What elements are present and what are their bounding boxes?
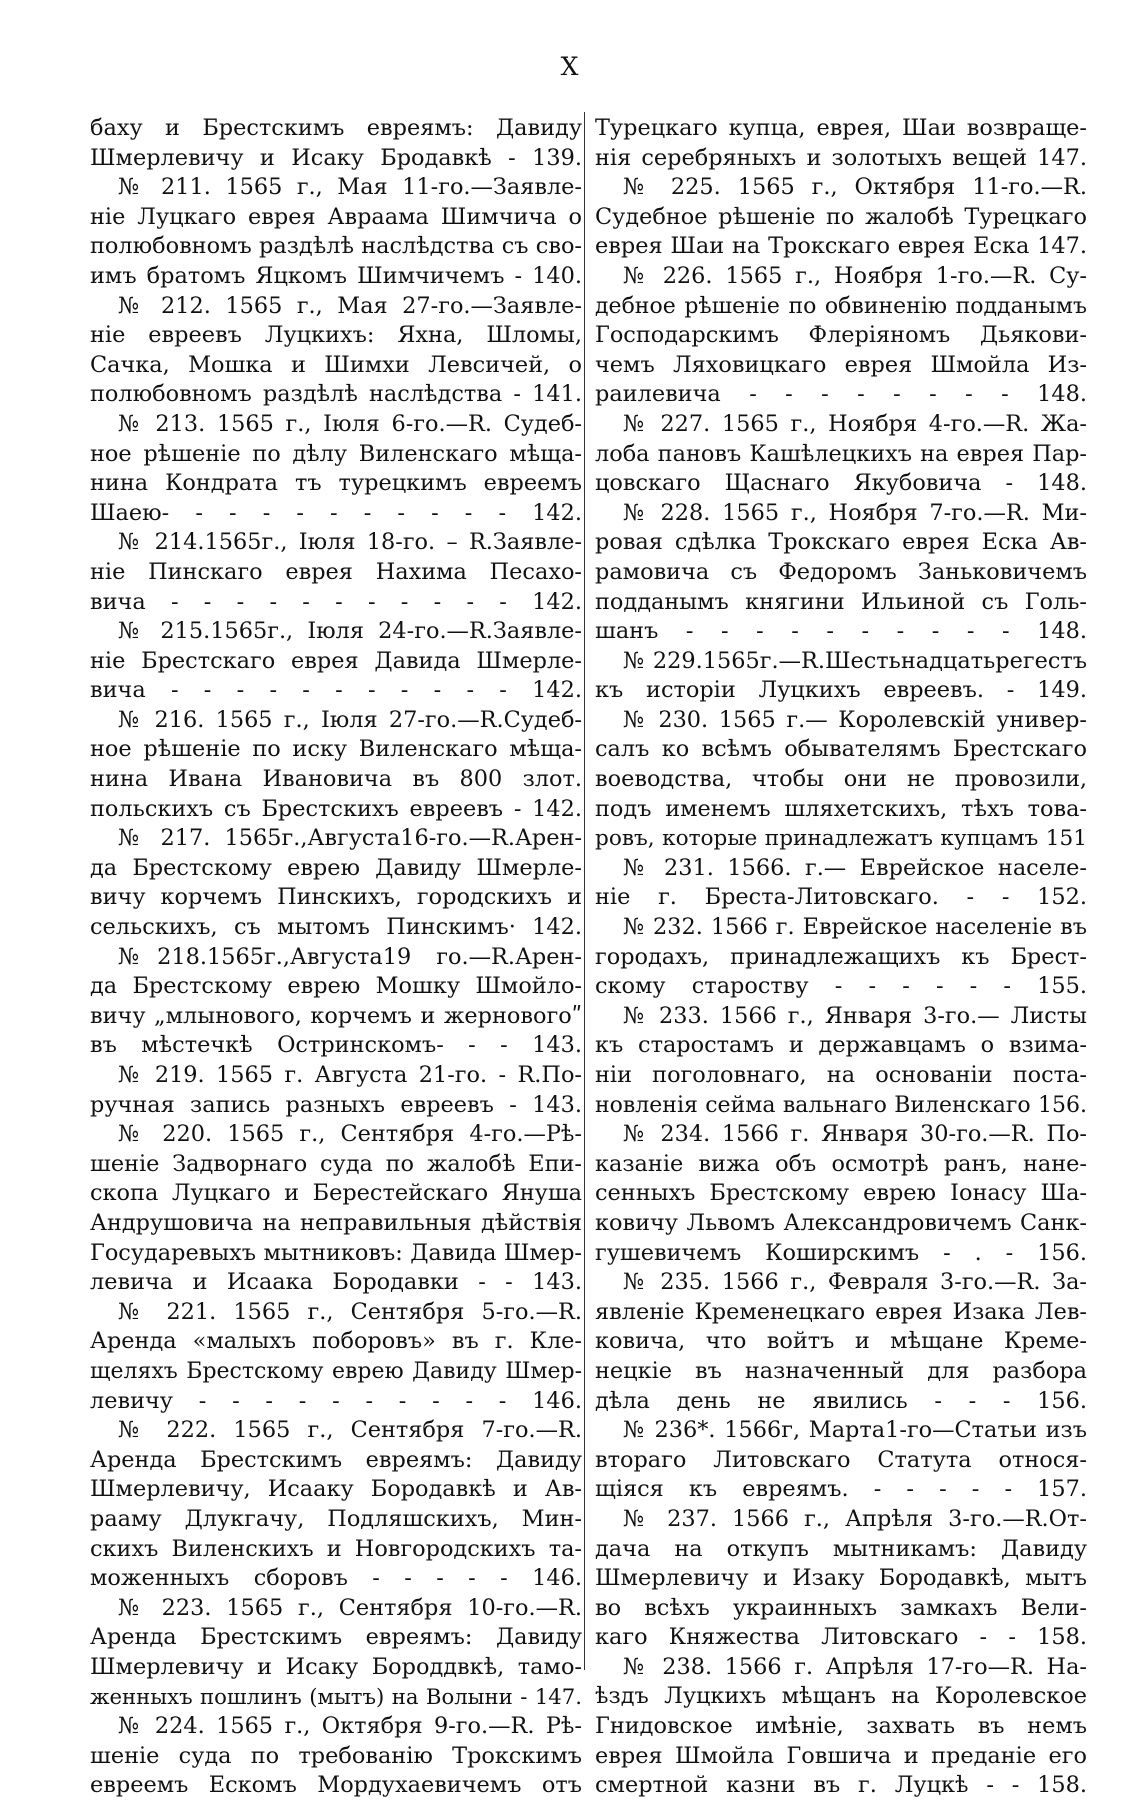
text-line: Шаею- - - - - - - - - - - 142. xyxy=(90,499,582,526)
text-line: № 227. 1565 г., Ноября 4-го.—R. Жа- xyxy=(623,410,1087,437)
text-line: ручная запись разныхъ евреевъ - 143. xyxy=(90,1091,582,1118)
text-line: цовскаго Щаснаго Якубовича - 148. xyxy=(595,470,1087,497)
right-column xyxy=(595,114,1087,1801)
text-line: ровая сдѣлка Трокскаго еврея Еска Ав- xyxy=(595,529,1087,556)
page-number: X xyxy=(560,52,580,81)
text-line: вича - - - - - - - - - - - 142. xyxy=(90,588,582,615)
text-line: каго Княжества Литовскаго - - 158. xyxy=(595,1624,1087,1651)
text-line: еврея Шаи на Трокскаго еврея Еска 147. xyxy=(595,233,1087,260)
text-line: Шмерлевичу и Исаку Бродавкѣ - 139. xyxy=(90,144,582,171)
text-line: №229.1565г.—R.Шестьнадцатьрегестъ xyxy=(623,647,1087,674)
text-line: № 220. 1565 г., Сентября 4-го.—Рѣ- xyxy=(118,1121,582,1148)
text-line: во всѣхъ украинныхъ замкахъ Вели- xyxy=(595,1594,1087,1621)
text-line: подданымъ княгини Ильиной съ Голь- xyxy=(595,588,1087,615)
text-line: Сачка, Мошка и Шимхи Левсичей, о xyxy=(90,351,582,378)
text-line: нецкіе въ назначенный для разбора xyxy=(595,1357,1087,1384)
text-line: да Брестскому еврею Мошку Шмойло- xyxy=(90,973,582,1000)
text-line: къ старостамъ и державцамъ о взима- xyxy=(595,1032,1087,1059)
text-line: № 213. 1565 г., Іюля 6-го.—R. Судеб- xyxy=(118,410,582,437)
text-line: № 234. 1566 г. Января 30-го.—R. По- xyxy=(623,1121,1087,1148)
text-line: моженныхъ сборовъ - - - - - 146. xyxy=(90,1565,582,1592)
text-line: городахъ, принадлежащихъ къ Брест- xyxy=(595,943,1087,970)
text-line: № 222. 1565 г., Сентября 7-го.—R. xyxy=(118,1417,582,1444)
text-line: Андрушовича на неправильныя дѣйствія xyxy=(90,1209,582,1236)
text-line: № 212. 1565 г., Мая 27-го.—Заявле- xyxy=(118,292,582,319)
text-line: №218.1565г.,Августа19 го.—R.Арен- xyxy=(118,943,582,970)
text-line: явленіе Кременецкаго еврея Изака Лев- xyxy=(595,1298,1087,1325)
text-line: № 225. 1565 г., Октября 11-го.—R. xyxy=(623,174,1087,201)
text-line: салъ ко всѣмъ обывателямъ Брестскаго xyxy=(595,736,1087,763)
text-line: ніи поголовнаго, на основаніи поста- xyxy=(595,1062,1087,1088)
text-line: втораго Литовскаго Статута относя- xyxy=(595,1446,1087,1473)
text-line: № 219. 1565 г. Августа 21-го. - R.По- xyxy=(118,1062,582,1088)
text-line: вичу корчемъ Пинскихъ, городскихъ и xyxy=(90,884,582,911)
text-line: ное рѣшеніе по дѣлу Виленскаго мѣща- xyxy=(90,440,582,467)
text-line: рамовича съ Федоромъ Заньковичемъ xyxy=(595,558,1087,585)
text-line: № 238. 1566 г. Апрѣля 17-го—R. На- xyxy=(623,1653,1087,1680)
text-line: еврея Шмойла Говшича и преданіе его xyxy=(595,1742,1087,1769)
text-line: воеводства, чтобы они не провозили, xyxy=(595,766,1087,793)
text-line: № 231. 1566. г.— Еврейское населе- xyxy=(623,854,1087,881)
text-line: № 215.1565г., Іюля 24-го.—R.Заявле- xyxy=(118,618,582,645)
text-line: ковичу Львомъ Александровичемъ Санк- xyxy=(595,1209,1087,1236)
text-line: сельскихъ, съ мытомъ Пинскимъ· 142. xyxy=(90,914,582,941)
text-line: раилевича - - - - - - - - 148. xyxy=(595,381,1087,408)
text-line: польскихъ съ Брестскихъ евреевъ - 142. xyxy=(90,795,582,822)
text-line: дебное рѣшеніе по обвиненію подданымъ xyxy=(595,293,1087,319)
text-line: рааму Длукгачу, Подляшскихъ, Мин- xyxy=(90,1505,582,1532)
text-line: Шмерлевичу, Исааку Бородавкѣ и Ав- xyxy=(90,1476,582,1503)
left-column xyxy=(90,114,582,1801)
text-line: ніе Пинскаго еврея Нахима Песахо- xyxy=(90,558,582,585)
text-line: Аренда Брестскимъ евреямъ: Давиду xyxy=(90,1446,582,1473)
text-line: евреемъ Ескомъ Мордухаевичемъ отъ xyxy=(90,1772,582,1799)
text-line: скопа Луцкаго и Берестейскаго Януша xyxy=(90,1180,582,1207)
text-line: № 233. 1566 г., Января 3-го.— Листы xyxy=(623,1002,1087,1029)
text-line: № 221. 1565 г., Сентября 5-го.—R. xyxy=(118,1298,582,1325)
text-line: вичу „млынового, корчемъ и жерновогоʺ xyxy=(90,1002,582,1029)
text-line: дача на откупъ мытникамъ: Давиду xyxy=(595,1535,1087,1562)
text-line: смертной казни въ г. Луцкѣ - - 158. xyxy=(595,1772,1087,1799)
text-line: № 216. 1565 г., Іюля 27-го.—R.Судеб- xyxy=(118,706,582,733)
text-line: ніе евреевъ Луцкихъ: Яхна, Шломы, xyxy=(90,322,582,349)
text-line: дѣла день не явились - - - 156. xyxy=(595,1387,1087,1414)
text-line: шеніе суда по требованію Трокскимъ xyxy=(90,1742,582,1769)
text-line: Государевыхъ мытниковъ: Давида Шмер- xyxy=(90,1239,582,1266)
text-line: скому староству - - - - - - 155. xyxy=(595,973,1087,1000)
text-line: № 217. 1565г.,Августа16-го.—R.Арен- xyxy=(118,825,582,852)
text-line: № 214.1565г., Іюля 18-го. – R.Заявле- xyxy=(118,529,582,556)
text-line: чемъ Ляховицкаго еврея Шмойла Из- xyxy=(595,351,1087,378)
text-line: вича - - - - - - - - - - - 142. xyxy=(90,677,582,704)
text-line: да Брестскому еврею Давиду Шмерле- xyxy=(90,854,582,881)
text-line: Аренда Брестскимъ евреямъ: Давиду xyxy=(90,1624,582,1651)
text-line: Шмерлевичу и Исаку Бороддвкѣ, тамо- xyxy=(90,1653,582,1680)
text-line: новленія сейма вальнаго Виленскаго 156. xyxy=(595,1092,1087,1118)
text-line: № 223. 1565 г., Сентября 10-го.—R. xyxy=(118,1594,582,1621)
text-line: полюбовномъ раздѣлѣ наслѣдства - 141. xyxy=(90,381,582,408)
text-line: ніе Брестскаго еврея Давида Шмерле- xyxy=(90,647,582,674)
text-line: полюбовномъ раздѣлѣ наслѣдства съ сво- xyxy=(90,233,582,260)
text-line: ѣздъ Луцкихъ мѣщанъ на Королевское xyxy=(595,1683,1087,1710)
text-line: Шмерлевичу и Изаку Бородавкѣ, мытъ xyxy=(595,1565,1087,1592)
text-line: щіяся къ евреямъ. - - - - - 157. xyxy=(595,1476,1087,1503)
text-line: ровъ, которые принадлежатъ купцамъ 151 xyxy=(595,826,1087,852)
text-line: ніе Луцкаго еврея Авраама Шимчича о xyxy=(90,203,582,230)
text-line: левичу - - - - - - - - - - 146. xyxy=(90,1387,582,1414)
text-line: баху и Брестскимъ евреямъ: Давиду xyxy=(90,115,582,141)
text-line: № 226. 1565 г., Ноября 1-го.—R. Су- xyxy=(623,262,1087,289)
text-line: № 236*. 1566г, Марта1-го—Статьи изъ xyxy=(623,1417,1087,1444)
text-line: левича и Исаака Бородавки - - 143. xyxy=(90,1269,582,1296)
text-line: ное рѣшеніе по иску Виленскаго мѣща- xyxy=(90,736,582,763)
text-line: казаніе вижа объ осмотрѣ ранъ, нане- xyxy=(595,1150,1087,1177)
text-line: № 211. 1565 г., Мая 11-го.—Заявле- xyxy=(118,174,582,201)
text-line: № 224. 1565 г., Октября 9-го.—R. Рѣ- xyxy=(118,1713,582,1740)
text-line: къ исторіи Луцкихъ евреевъ. - 149. xyxy=(595,677,1087,704)
text-line: шанъ - - - - - - - - - - 148. xyxy=(595,618,1087,645)
text-line: № 237. 1566 г., Апрѣля 3-го.—R.От- xyxy=(623,1505,1087,1532)
text-line: нина Ивана Ивановича въ 800 злот. xyxy=(90,766,582,793)
text-line: Господарскимъ Флеріяномъ Дьякови- xyxy=(595,322,1087,349)
text-line: щеляхъ Брестскому еврею Давиду Шмер- xyxy=(90,1358,582,1384)
text-line: сенныхъ Брестскому еврею Іонасу Ша- xyxy=(595,1180,1087,1207)
text-line: № 235. 1566 г., Февраля 3-го.—R. За- xyxy=(623,1269,1087,1296)
text-line: въ мѣстечкѣ Остринскомъ- - - 143. xyxy=(90,1032,582,1059)
text-line: женныхъ пошлинъ (мытъ) на Волыни - 147. xyxy=(90,1684,582,1710)
text-line: № 232. 1566 г. Еврейское населеніе въ xyxy=(623,914,1087,941)
text-line: Гнидовское имѣніе, захвать въ немъ xyxy=(595,1713,1087,1740)
text-line: № 230. 1565 г.— Королевскій универ- xyxy=(623,706,1087,733)
text-line: ніе г. Бреста-Литовскаго. - - 152. xyxy=(595,884,1087,911)
text-line: шеніе Задворнаго суда по жалобѣ Епи- xyxy=(90,1150,582,1177)
text-line: имъ братомъ Яцкомъ Шимчичемъ - 140. xyxy=(90,262,582,289)
text-line: Аренда «малыхъ поборовъ» въ г. Кле- xyxy=(90,1328,582,1355)
text-line: Турецкаго купца, еврея, Шаи возвраще- xyxy=(595,115,1087,141)
text-line: нина Кондрата тъ турецкимъ евреемъ xyxy=(90,470,582,497)
text-line: гушевичемъ Коширскимъ - . - 156. xyxy=(595,1239,1087,1266)
column-divider xyxy=(584,112,585,1670)
text-line: подъ именемъ шляхетскихъ, тѣхъ това- xyxy=(595,795,1087,822)
text-line: скихъ Виленскихъ и Новгородскихъ та- xyxy=(90,1535,582,1562)
text-line: лоба пановъ Кашѣлецкихъ на еврея Пар- xyxy=(595,440,1087,467)
text-line: № 228. 1565 г., Ноября 7-го.—R. Ми- xyxy=(623,499,1087,526)
text-line: Судебное рѣшеніе по жалобѣ Турецкаго xyxy=(595,203,1087,230)
text-line: нія серебряныхъ и золотыхъ вещей 147. xyxy=(595,144,1087,171)
text-line: ковича, что войтъ и мѣщане Креме- xyxy=(595,1328,1087,1355)
